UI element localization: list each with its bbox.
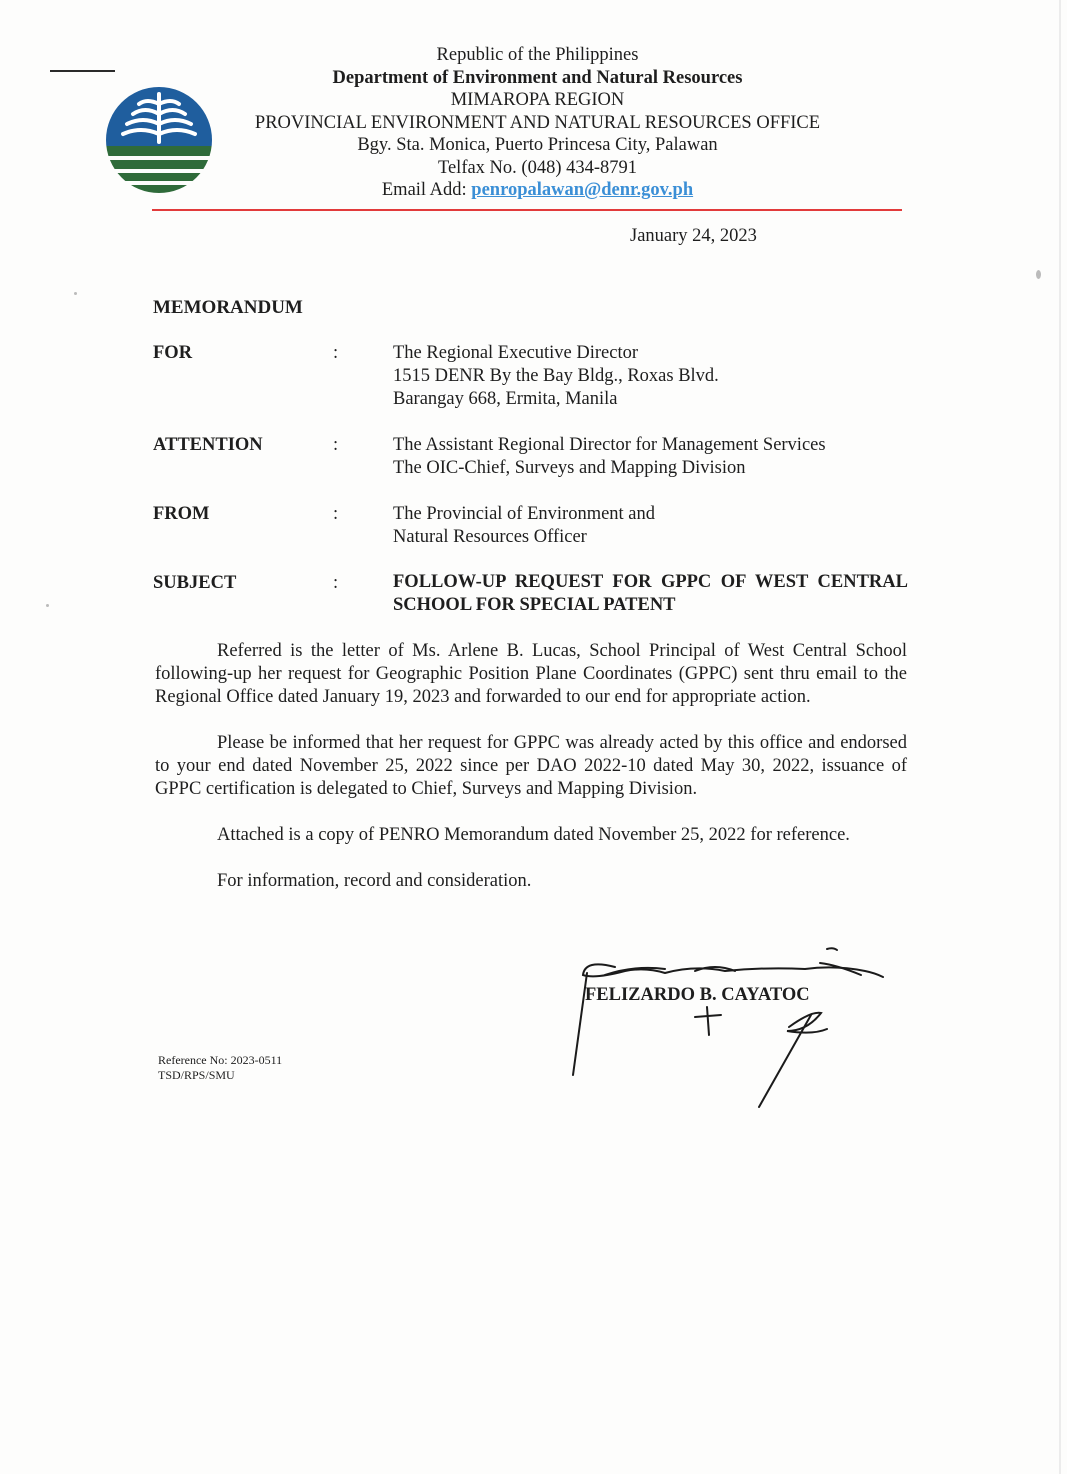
from-line: The Provincial of Environment and — [393, 504, 656, 524]
scan-mark — [50, 70, 115, 72]
memo-title: MEMORANDUM — [153, 297, 303, 318]
subject-label: SUBJECT — [153, 573, 237, 593]
reference-block — [158, 1053, 282, 1083]
attention-line: The OIC-Chief, Surveys and Mapping Division — [393, 458, 746, 478]
scan-speck — [74, 292, 77, 295]
letterhead-republic: Republic of the Philippines — [436, 45, 639, 65]
body-paragraph-1: Referred is the letter of Ms. Arlene B. Lucas, School Principal of West Central School following-up her request for Geographic Position Plane Coordinates (GPPC) sent thru email to the Regional Office dated January 19, 2023 and forwarded to our end for appropriate action. — [155, 641, 907, 707]
for-line: The Regional Executive Director — [393, 343, 639, 363]
attention-colon: : — [333, 435, 339, 455]
letterhead-region: MIMAROPA REGION — [450, 90, 625, 110]
for-value — [393, 342, 908, 411]
subject-colon: : — [333, 573, 339, 593]
attention-value — [393, 434, 913, 480]
for-label: FOR — [153, 343, 193, 363]
letterhead-telfax: Telfax No. (048) 434-8791 — [437, 157, 638, 178]
from-line: Natural Resources Officer — [393, 527, 587, 547]
body-paragraph-4: For information, record and consideration. — [217, 871, 532, 891]
from-label: FROM — [153, 504, 210, 524]
scan-speck — [46, 604, 49, 607]
attention-label: ATTENTION — [153, 435, 263, 455]
reference-units: TSD/RPS/SMU — [158, 1068, 235, 1082]
email-label: Email Add: — [381, 180, 467, 200]
reference-number: Reference No: 2023-0511 — [158, 1053, 283, 1067]
letterhead-address: Bgy. Sta. Monica, Puerto Princesa City, Palawan — [357, 135, 718, 155]
letterhead-office: PROVINCIAL ENVIRONMENT AND NATURAL RESOURCES OFFICE — [254, 112, 821, 133]
letterhead-department: Department of Environment and Natural Resources — [332, 67, 743, 88]
attention-line: The Assistant Regional Director for Management Services — [393, 435, 826, 455]
body-paragraph-3: Attached is a copy of PENRO Memorandum dated November 25, 2022 for reference. — [217, 825, 850, 845]
signatory-name: FELIZARDO B. CAYATOC — [585, 985, 810, 1005]
for-colon: : — [333, 343, 339, 363]
subject-value: FOLLOW-UP REQUEST FOR GPPC OF WEST CENTRAL SCHOOL FOR SPECIAL PATENT — [393, 572, 908, 615]
for-line: Barangay 668, Ermita, Manila — [393, 389, 618, 409]
letterhead — [150, 44, 925, 202]
memo-date: January 24, 2023 — [630, 226, 757, 246]
scan-edge — [1059, 0, 1061, 1474]
handwritten-signature — [565, 945, 895, 1115]
body-paragraph-2: Please be informed that her request for GPPC was already acted by this office and endorsed to your end dated November 25, 2022 since per DAO 2022-10 dated May 30, 2022, issuance of GPPC certification is delegated to Chief, Surveys and Mapping Division. — [155, 733, 907, 799]
from-value — [393, 503, 908, 549]
scan-speck — [1036, 270, 1041, 279]
header-divider — [152, 209, 902, 211]
from-colon: : — [333, 504, 339, 524]
letterhead-email-line — [150, 179, 925, 202]
email-link[interactable]: penropalawan@denr.gov.ph — [471, 180, 694, 200]
for-line: 1515 DENR By the Bay Bldg., Roxas Blvd. — [393, 366, 719, 386]
